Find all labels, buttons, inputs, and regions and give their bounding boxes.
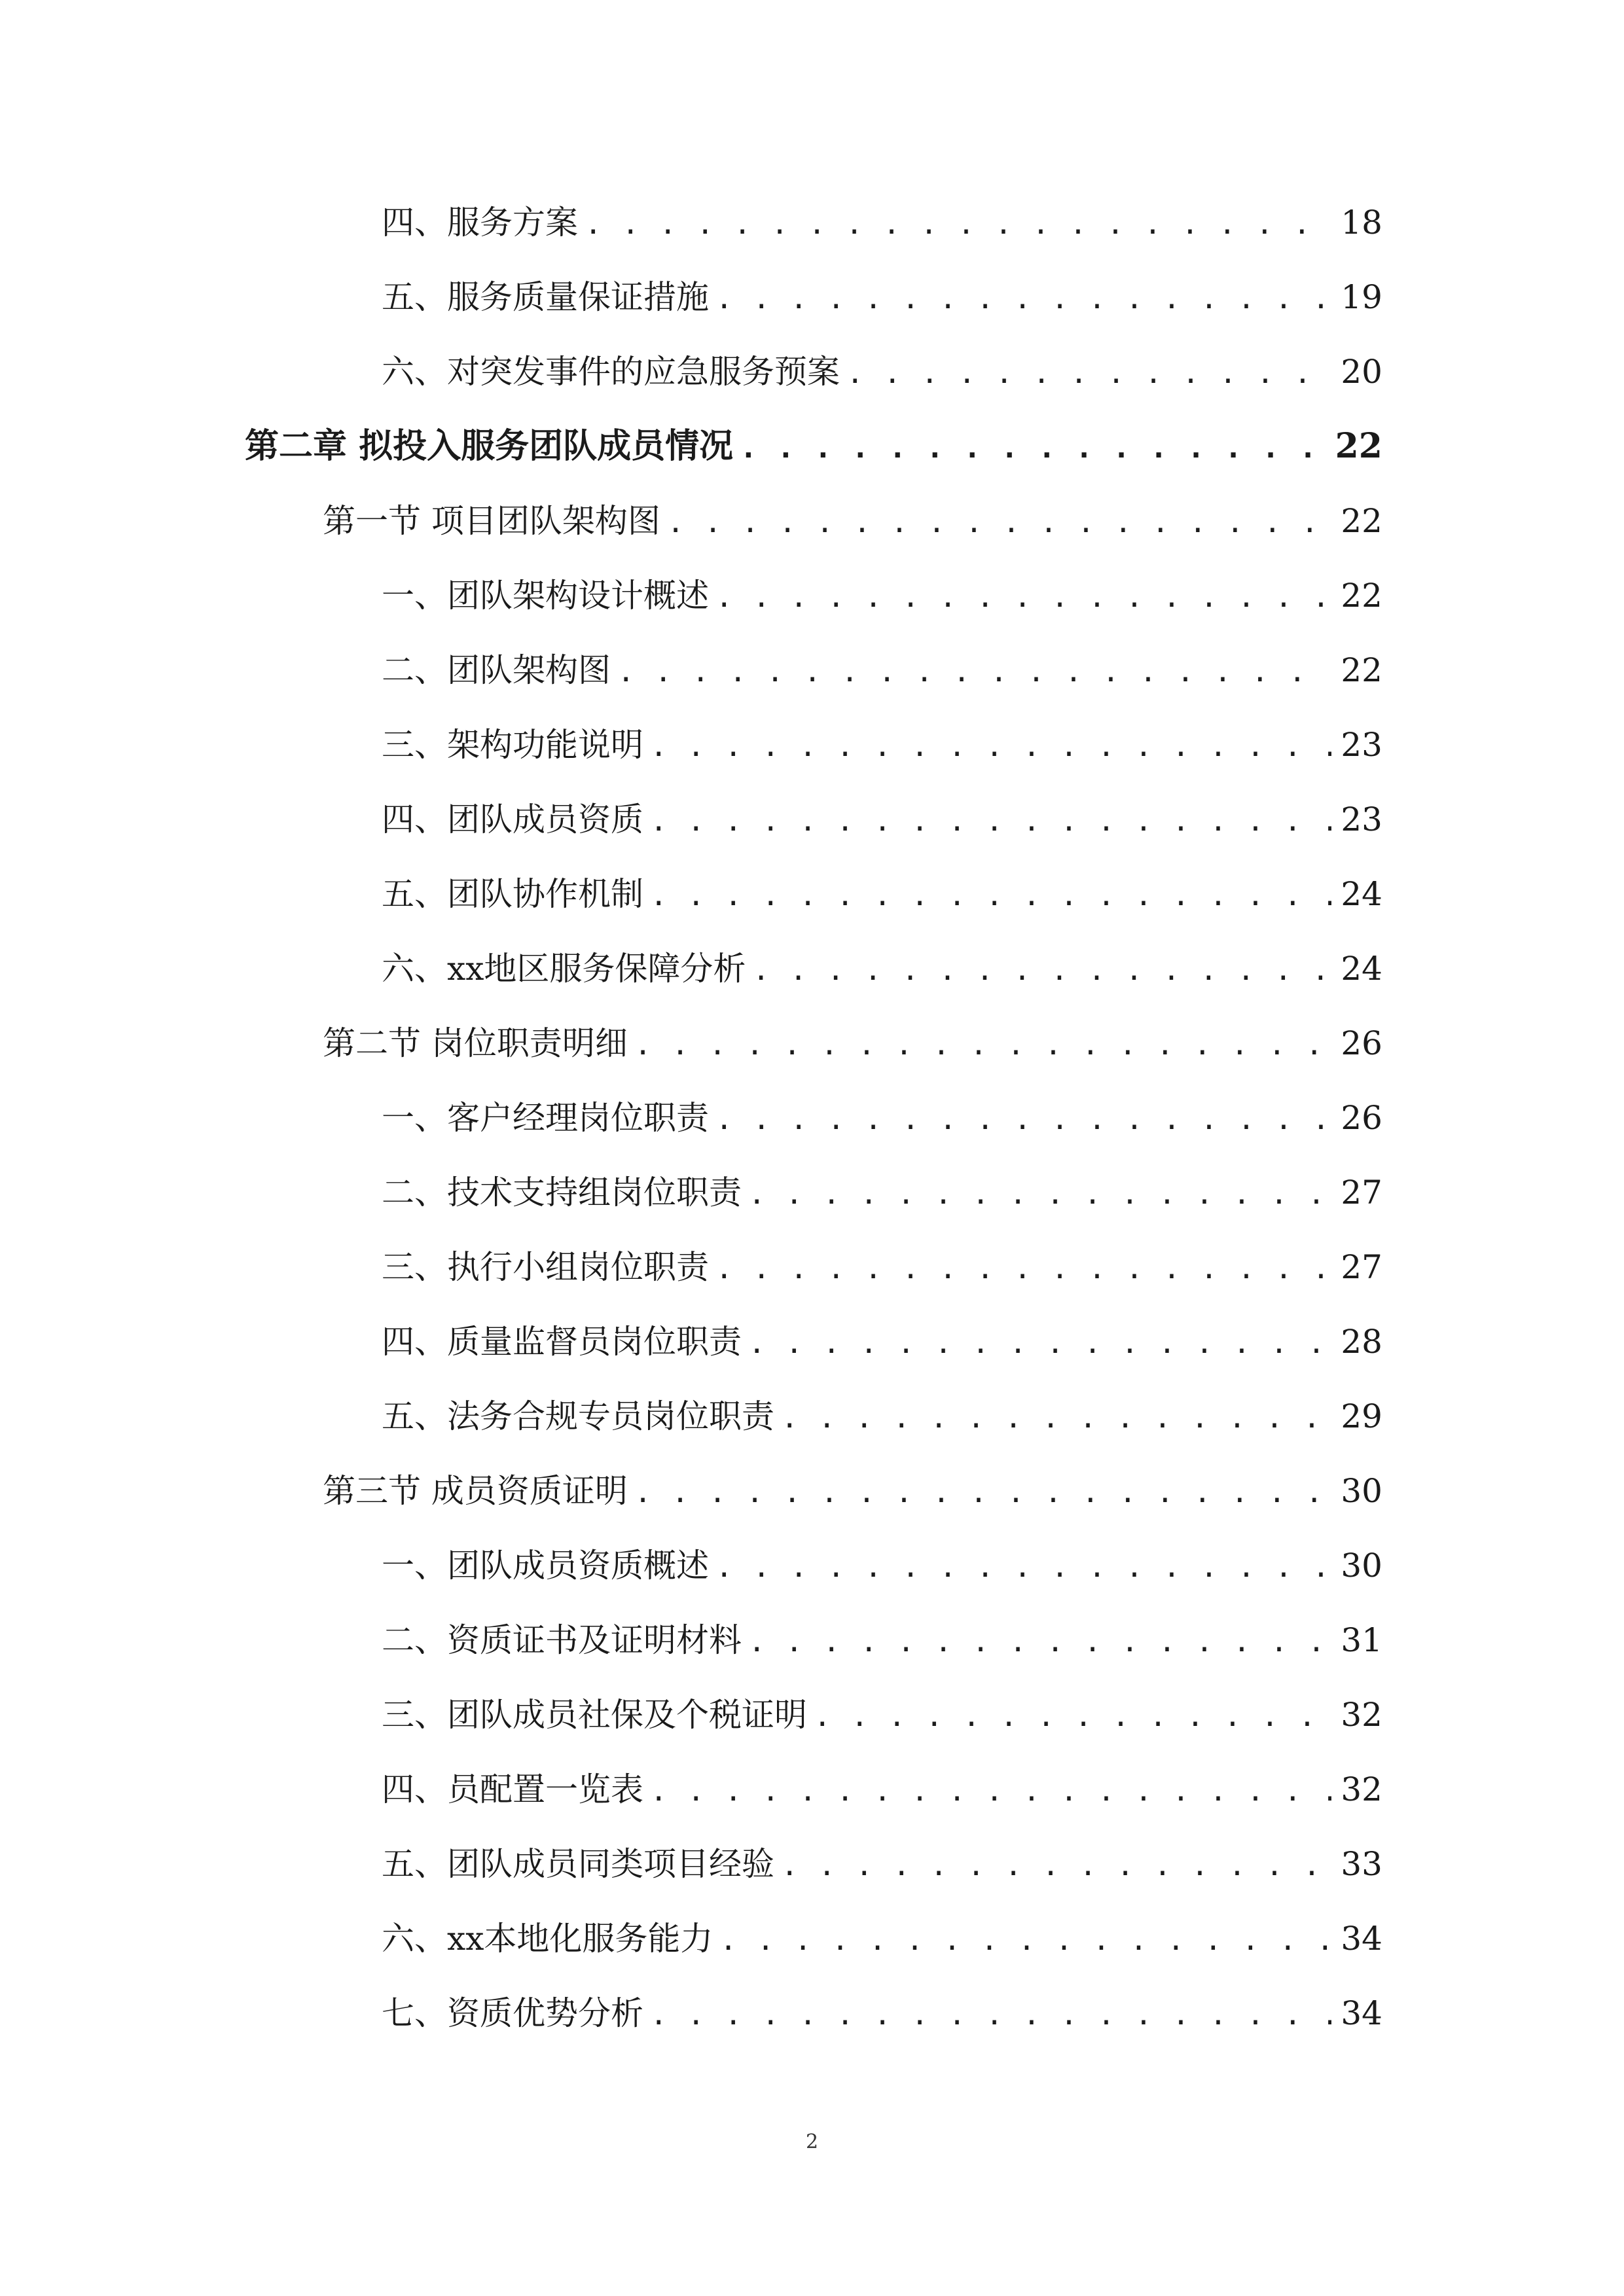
toc-entry-section[interactable] bbox=[323, 1020, 1382, 1066]
toc-entry-page: 34 bbox=[1341, 1920, 1382, 1958]
toc-leader-dots bbox=[650, 798, 1331, 844]
toc-entry[interactable] bbox=[382, 1543, 1382, 1588]
toc-leader-dots bbox=[617, 649, 1331, 695]
toc-entry[interactable] bbox=[382, 1319, 1382, 1365]
toc-entry-page: 33 bbox=[1341, 1845, 1382, 1883]
toc-entry-title: 四、员配置一览表 bbox=[382, 1770, 643, 1808]
toc-entry-title: 二、资质证书及证明材料 bbox=[382, 1621, 742, 1659]
toc-entry-title: 六、xx本地化服务能力 bbox=[382, 1920, 713, 1958]
toc-leader-dots bbox=[650, 724, 1331, 770]
toc-entry-title: 五、团队成员同类项目经验 bbox=[382, 1845, 774, 1883]
toc-entry[interactable] bbox=[382, 1393, 1382, 1439]
toc-entry[interactable] bbox=[382, 1916, 1382, 1962]
toc-entry-page: 23 bbox=[1341, 800, 1382, 838]
toc-entry[interactable] bbox=[382, 1170, 1382, 1215]
toc-entry-chapter[interactable] bbox=[245, 423, 1382, 469]
toc-entry-title: 三、架构功能说明 bbox=[382, 726, 643, 764]
toc-leader-dots bbox=[719, 1918, 1331, 1964]
toc-leader-dots bbox=[650, 1992, 1331, 2038]
toc-leader-dots bbox=[748, 1321, 1331, 1367]
toc-leader-dots bbox=[715, 1097, 1331, 1143]
toc-entry[interactable] bbox=[382, 722, 1382, 768]
toc-leader-dots bbox=[650, 1768, 1331, 1814]
toc-entry-section[interactable] bbox=[323, 1468, 1382, 1514]
toc-leader-dots bbox=[715, 575, 1331, 620]
toc-entry-page: 22 bbox=[1341, 577, 1382, 615]
toc-entry-page: 22 bbox=[1341, 651, 1382, 689]
toc-entry-title: 四、团队成员资质 bbox=[382, 800, 643, 838]
toc-leader-dots bbox=[748, 1172, 1331, 1217]
toc-leader-dots bbox=[650, 873, 1331, 919]
toc-entry-page: 29 bbox=[1341, 1397, 1382, 1435]
toc-entry-page: 18 bbox=[1341, 204, 1382, 242]
toc-leader-dots bbox=[814, 1694, 1331, 1740]
toc-entry-title: 第二章 拟投入服务团队成员情况 bbox=[245, 426, 734, 466]
toc-entry-page: 24 bbox=[1341, 950, 1382, 988]
toc-entry-title: 三、执行小组岗位职责 bbox=[382, 1248, 709, 1286]
toc-entry[interactable] bbox=[382, 946, 1382, 992]
toc-leader-dots bbox=[715, 1246, 1331, 1292]
toc-entry-page: 31 bbox=[1341, 1621, 1382, 1659]
toc-leader-dots bbox=[846, 351, 1331, 397]
toc-leader-dots bbox=[781, 1843, 1331, 1889]
toc-entry-page: 26 bbox=[1341, 1099, 1382, 1137]
toc-leader-dots bbox=[667, 500, 1331, 546]
toc-entry-page: 30 bbox=[1341, 1472, 1382, 1510]
toc-leader-dots bbox=[585, 202, 1331, 247]
toc-entry-page: 24 bbox=[1341, 875, 1382, 913]
toc-entry[interactable] bbox=[382, 573, 1382, 619]
toc-entry-title: 六、对突发事件的应急服务预案 bbox=[382, 353, 840, 391]
toc-entry-section[interactable] bbox=[323, 498, 1382, 544]
toc-entry-title: 三、团队成员社保及个税证明 bbox=[382, 1696, 807, 1734]
toc-entry[interactable] bbox=[382, 1617, 1382, 1663]
toc-leader-dots bbox=[634, 1022, 1331, 1068]
toc-entry-title: 六、xx地区服务保障分析 bbox=[382, 950, 746, 988]
toc-leader-dots bbox=[781, 1395, 1331, 1441]
toc-entry[interactable] bbox=[382, 1095, 1382, 1141]
toc-entry[interactable] bbox=[382, 1244, 1382, 1290]
toc-entry-title: 二、技术支持组岗位职责 bbox=[382, 1174, 742, 1211]
toc-entry-title: 第一节 项目团队架构图 bbox=[323, 502, 660, 540]
toc-entry[interactable] bbox=[382, 1767, 1382, 1812]
toc-entry[interactable] bbox=[382, 1692, 1382, 1738]
toc-entry[interactable] bbox=[382, 274, 1382, 320]
toc-leader-dots bbox=[752, 948, 1331, 994]
toc-entry-page: 30 bbox=[1341, 1547, 1382, 1585]
toc-leader-dots bbox=[740, 425, 1326, 471]
toc-leader-dots bbox=[715, 276, 1331, 322]
toc-entry-page: 19 bbox=[1341, 278, 1382, 316]
toc-entry[interactable] bbox=[382, 349, 1382, 395]
toc-entry-page: 22 bbox=[1341, 502, 1382, 540]
toc-leader-dots bbox=[715, 1545, 1331, 1590]
toc-entry-page: 34 bbox=[1341, 1994, 1382, 2032]
toc-entry-title: 一、团队成员资质概述 bbox=[382, 1547, 709, 1585]
toc-entry-title: 一、客户经理岗位职责 bbox=[382, 1099, 709, 1137]
toc-leader-dots bbox=[748, 1619, 1331, 1665]
toc-entry-page: 27 bbox=[1341, 1174, 1382, 1211]
toc-entry-title: 五、法务合规专员岗位职责 bbox=[382, 1397, 774, 1435]
toc-entry[interactable] bbox=[382, 871, 1382, 917]
toc-entry-title: 第二节 岗位职责明细 bbox=[323, 1024, 628, 1062]
toc-entry-page: 20 bbox=[1341, 353, 1382, 391]
page-number: 2 bbox=[805, 2130, 819, 2153]
toc-entry-page: 32 bbox=[1341, 1770, 1382, 1808]
toc-entry[interactable] bbox=[382, 797, 1382, 842]
toc-entry-title: 七、资质优势分析 bbox=[382, 1994, 643, 2032]
toc-entry-page: 23 bbox=[1341, 726, 1382, 764]
toc-leader-dots bbox=[634, 1470, 1331, 1516]
toc-entry-page: 27 bbox=[1341, 1248, 1382, 1286]
toc-entry[interactable] bbox=[382, 647, 1382, 693]
toc-entry-title: 二、团队架构图 bbox=[382, 651, 611, 689]
toc-entry-title: 第三节 成员资质证明 bbox=[323, 1472, 628, 1510]
toc-entry-title: 五、团队协作机制 bbox=[382, 875, 643, 913]
toc-entry[interactable] bbox=[382, 1990, 1382, 2036]
toc-entry-title: 一、团队架构设计概述 bbox=[382, 577, 709, 615]
toc-entry-page: 32 bbox=[1341, 1696, 1382, 1734]
toc-entry-page: 28 bbox=[1341, 1323, 1382, 1361]
toc-entry-title: 五、服务质量保证措施 bbox=[382, 278, 709, 316]
toc-entry[interactable] bbox=[382, 1841, 1382, 1887]
toc-entry-title: 四、服务方案 bbox=[382, 204, 578, 242]
toc-entry-title: 四、质量监督员岗位职责 bbox=[382, 1323, 742, 1361]
toc-entry-page: 22 bbox=[1335, 426, 1382, 466]
toc-entry[interactable] bbox=[382, 200, 1382, 245]
toc-entry-page: 26 bbox=[1341, 1024, 1382, 1062]
